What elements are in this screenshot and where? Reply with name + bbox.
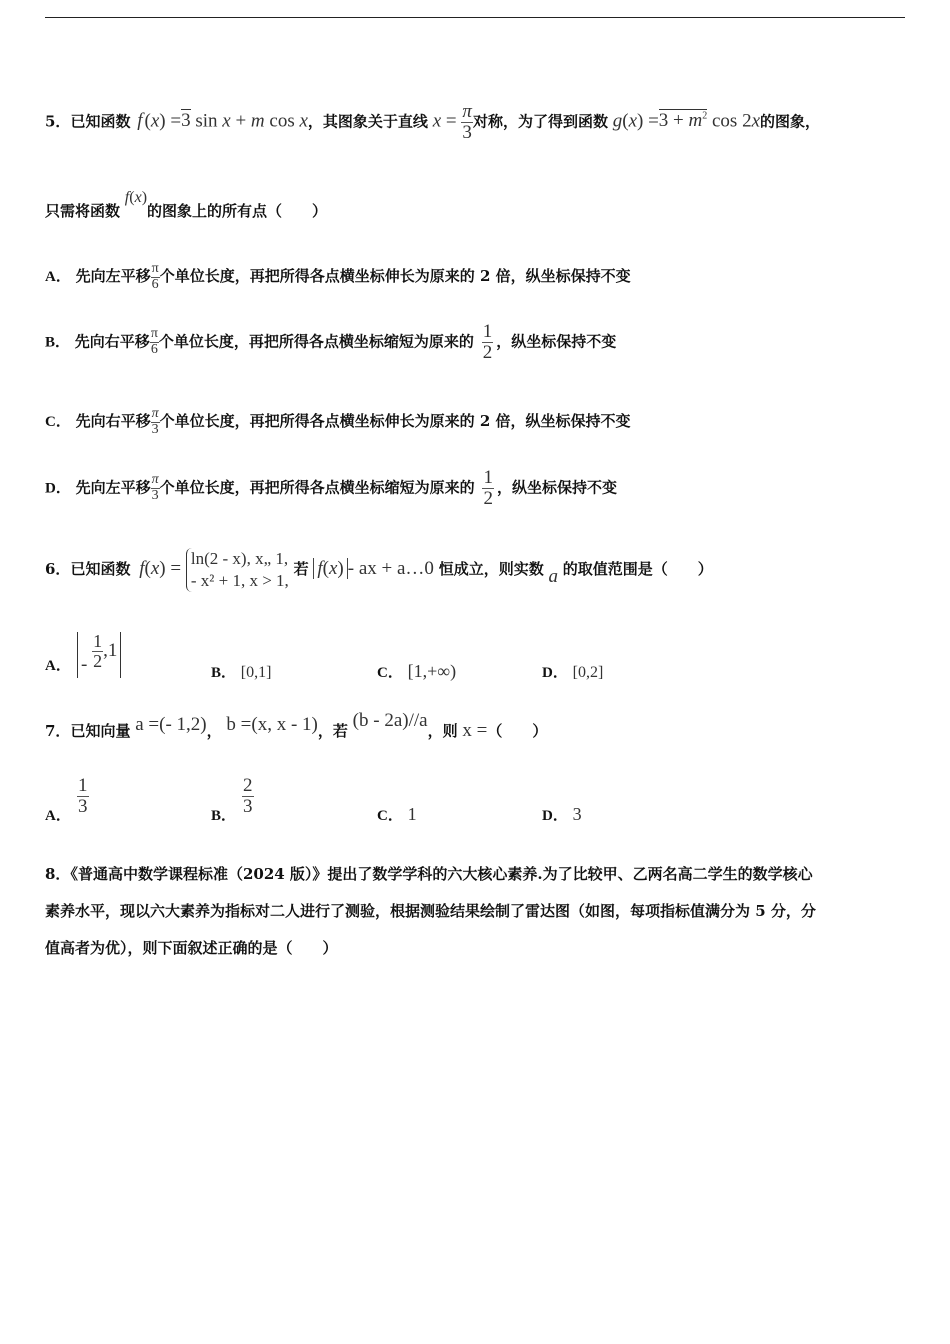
option-value: [0,2] xyxy=(572,664,604,681)
vector-a: a =(- 1,2) xyxy=(135,714,207,735)
fraction-1-2: $\frac{1}{2}$ xyxy=(482,321,493,363)
piecewise-function: ln(2 - x), x„ 1, - x² + 1, x > 1, xyxy=(186,548,289,592)
question-8-line-3: 值高者为优），则下面叙述正确的是（ ） xyxy=(45,939,338,957)
question-text: 的图象上的所有点（ ） xyxy=(147,202,328,220)
question-text: 已知函数 xyxy=(70,112,131,131)
question-text: ，则 xyxy=(427,722,458,740)
inequality-rest: - ax + a…0 xyxy=(347,558,434,580)
option-label: B． xyxy=(45,334,71,351)
option-text: 个单位长度，再把所得各点横坐标伸长为原来的 2 倍，纵坐标保持不变 xyxy=(159,267,631,286)
option-6-d[interactable] xyxy=(542,661,603,682)
question-8-line-1: 8．《普通高中数学课程标准（2024 版）》提出了数学学科的六大核心素养.为了比较甲、乙两名高二学生的数学核心 xyxy=(45,865,813,883)
question-number: 7． xyxy=(45,722,71,740)
question-5-line-1: 5．已知函数 f (x) =3 sin x + m cos x，其图象关于直线 x = $\frac{\pi}{3}$ 对称，为了得到函数 $g(x) =3 + m^2$ cos 2x的图象， xyxy=(45,101,821,143)
fraction-pi-6: $\frac{\pi}{6}$ xyxy=(151,261,159,292)
option-value: [0,1] xyxy=(240,664,272,681)
x-equals: x = xyxy=(462,720,488,741)
option-label: C． xyxy=(377,808,403,824)
option-value: [1,+∞) xyxy=(407,661,457,681)
option-6-a[interactable] xyxy=(45,654,71,675)
question-text: 的图象， xyxy=(760,112,821,131)
option-7-d[interactable] xyxy=(542,804,582,825)
formula-fx-small: f(x) xyxy=(124,189,148,206)
question-text: 已知函数 xyxy=(70,560,131,579)
option-text: 先向左平移 xyxy=(75,267,151,286)
option-5-b[interactable] xyxy=(45,322,616,363)
option-5-a[interactable] xyxy=(45,262,631,292)
variable-a: a xyxy=(548,566,558,588)
option-text: 个单位长度，再把所得各点横坐标缩短为原来的 xyxy=(158,332,474,351)
question-text: 若 xyxy=(293,560,309,579)
option-6-b[interactable] xyxy=(211,661,271,682)
interval-a: - $\frac{1}{2}$ ,1 xyxy=(77,632,121,678)
question-text: 恒成立，则实数 xyxy=(438,560,544,579)
fraction-pi-3: $\frac{\pi}{3}$ xyxy=(151,406,159,437)
question-number: 6． xyxy=(45,560,71,579)
fraction-pi-3: $\frac{\pi}{3}$ xyxy=(151,472,159,503)
question-text: （ ） xyxy=(487,722,548,740)
question-text: ，若 xyxy=(317,722,348,740)
option-label: D． xyxy=(542,665,568,681)
parallel-condition: (b - 2a)//a xyxy=(352,710,428,731)
option-text: 个单位长度，再把所得各点横坐标缩短为原来的 xyxy=(159,478,475,497)
formula-x-eq: x xyxy=(432,110,442,132)
option-value: 1 xyxy=(407,804,417,824)
option-5-c[interactable] xyxy=(45,407,631,437)
fraction-pi-3: $\frac{\pi}{3}$ xyxy=(462,101,472,143)
question-8 xyxy=(45,856,905,967)
question-7-line: 7．已知向量 a =(- 1,2)， b =(x, x - 1)，若 (b - 2a)//a，则 x =（ ） xyxy=(45,710,548,741)
option-7-b[interactable] xyxy=(211,804,236,825)
question-text: 已知向量 xyxy=(70,722,131,740)
vector-b: b =(x, x - 1) xyxy=(226,714,318,735)
question-number: 5． xyxy=(45,112,71,131)
option-label: B． xyxy=(211,665,237,681)
option-7-a[interactable] xyxy=(45,804,71,825)
option-label: A． xyxy=(45,658,71,674)
question-8-line-2: 素养水平，现以六大素养为指标对二人进行了测验，根据测验结果绘制了雷达图（如图，每项指标值满分为 5 分，分 xyxy=(45,902,816,920)
fraction-2-3: $\frac{2}{3}$ xyxy=(243,775,253,817)
option-text: ，纵坐标保持不变 xyxy=(496,332,617,351)
option-label: C． xyxy=(377,665,403,681)
option-value: 3 xyxy=(572,804,582,824)
question-5-line-2 xyxy=(45,189,328,221)
header-rule xyxy=(45,17,905,18)
option-5-d[interactable] xyxy=(45,468,617,509)
question-6-line: 6．已知函数 f(x) = ln(2 - x), x„ 1, - x² + 1, x > 1, 若 f(x) - ax + a…0 恒成立，则实数 a 的取值范围是（ ） xyxy=(45,548,713,592)
option-text: 个单位长度，再把所得各点横坐标伸长为原来的 2 倍，纵坐标保持不变 xyxy=(159,412,631,431)
option-6-c[interactable] xyxy=(377,661,456,682)
question-text: 只需将函数 xyxy=(45,202,121,220)
formula-fx: f xyxy=(139,558,145,580)
fraction-pi-6: $\frac{\pi}{6}$ xyxy=(150,326,158,357)
option-label: D． xyxy=(45,480,71,497)
abs-fx: f(x) xyxy=(313,558,347,579)
question-text: 对称，为了得到函数 xyxy=(472,112,608,131)
formula-gx: g xyxy=(612,110,623,132)
option-text: 先向右平移 xyxy=(74,332,150,351)
formula-fx: f xyxy=(137,110,143,132)
option-text: 先向左平移 xyxy=(75,478,151,497)
option-label: C． xyxy=(45,414,71,431)
option-text: ，纵坐标保持不变 xyxy=(496,478,617,497)
option-7-c[interactable] xyxy=(377,804,417,825)
option-label: A． xyxy=(45,808,71,824)
option-label: A． xyxy=(45,269,71,286)
question-text: ，其图象关于直线 xyxy=(307,112,428,131)
fraction-1-2: $\frac{1}{2}$ xyxy=(483,467,493,509)
option-label: B． xyxy=(211,808,237,824)
option-label: D． xyxy=(542,808,568,824)
question-text: 的取值范围是（ ） xyxy=(562,560,713,579)
fraction-1-3: $\frac{1}{3}$ xyxy=(78,775,88,817)
option-text: 先向右平移 xyxy=(75,412,151,431)
